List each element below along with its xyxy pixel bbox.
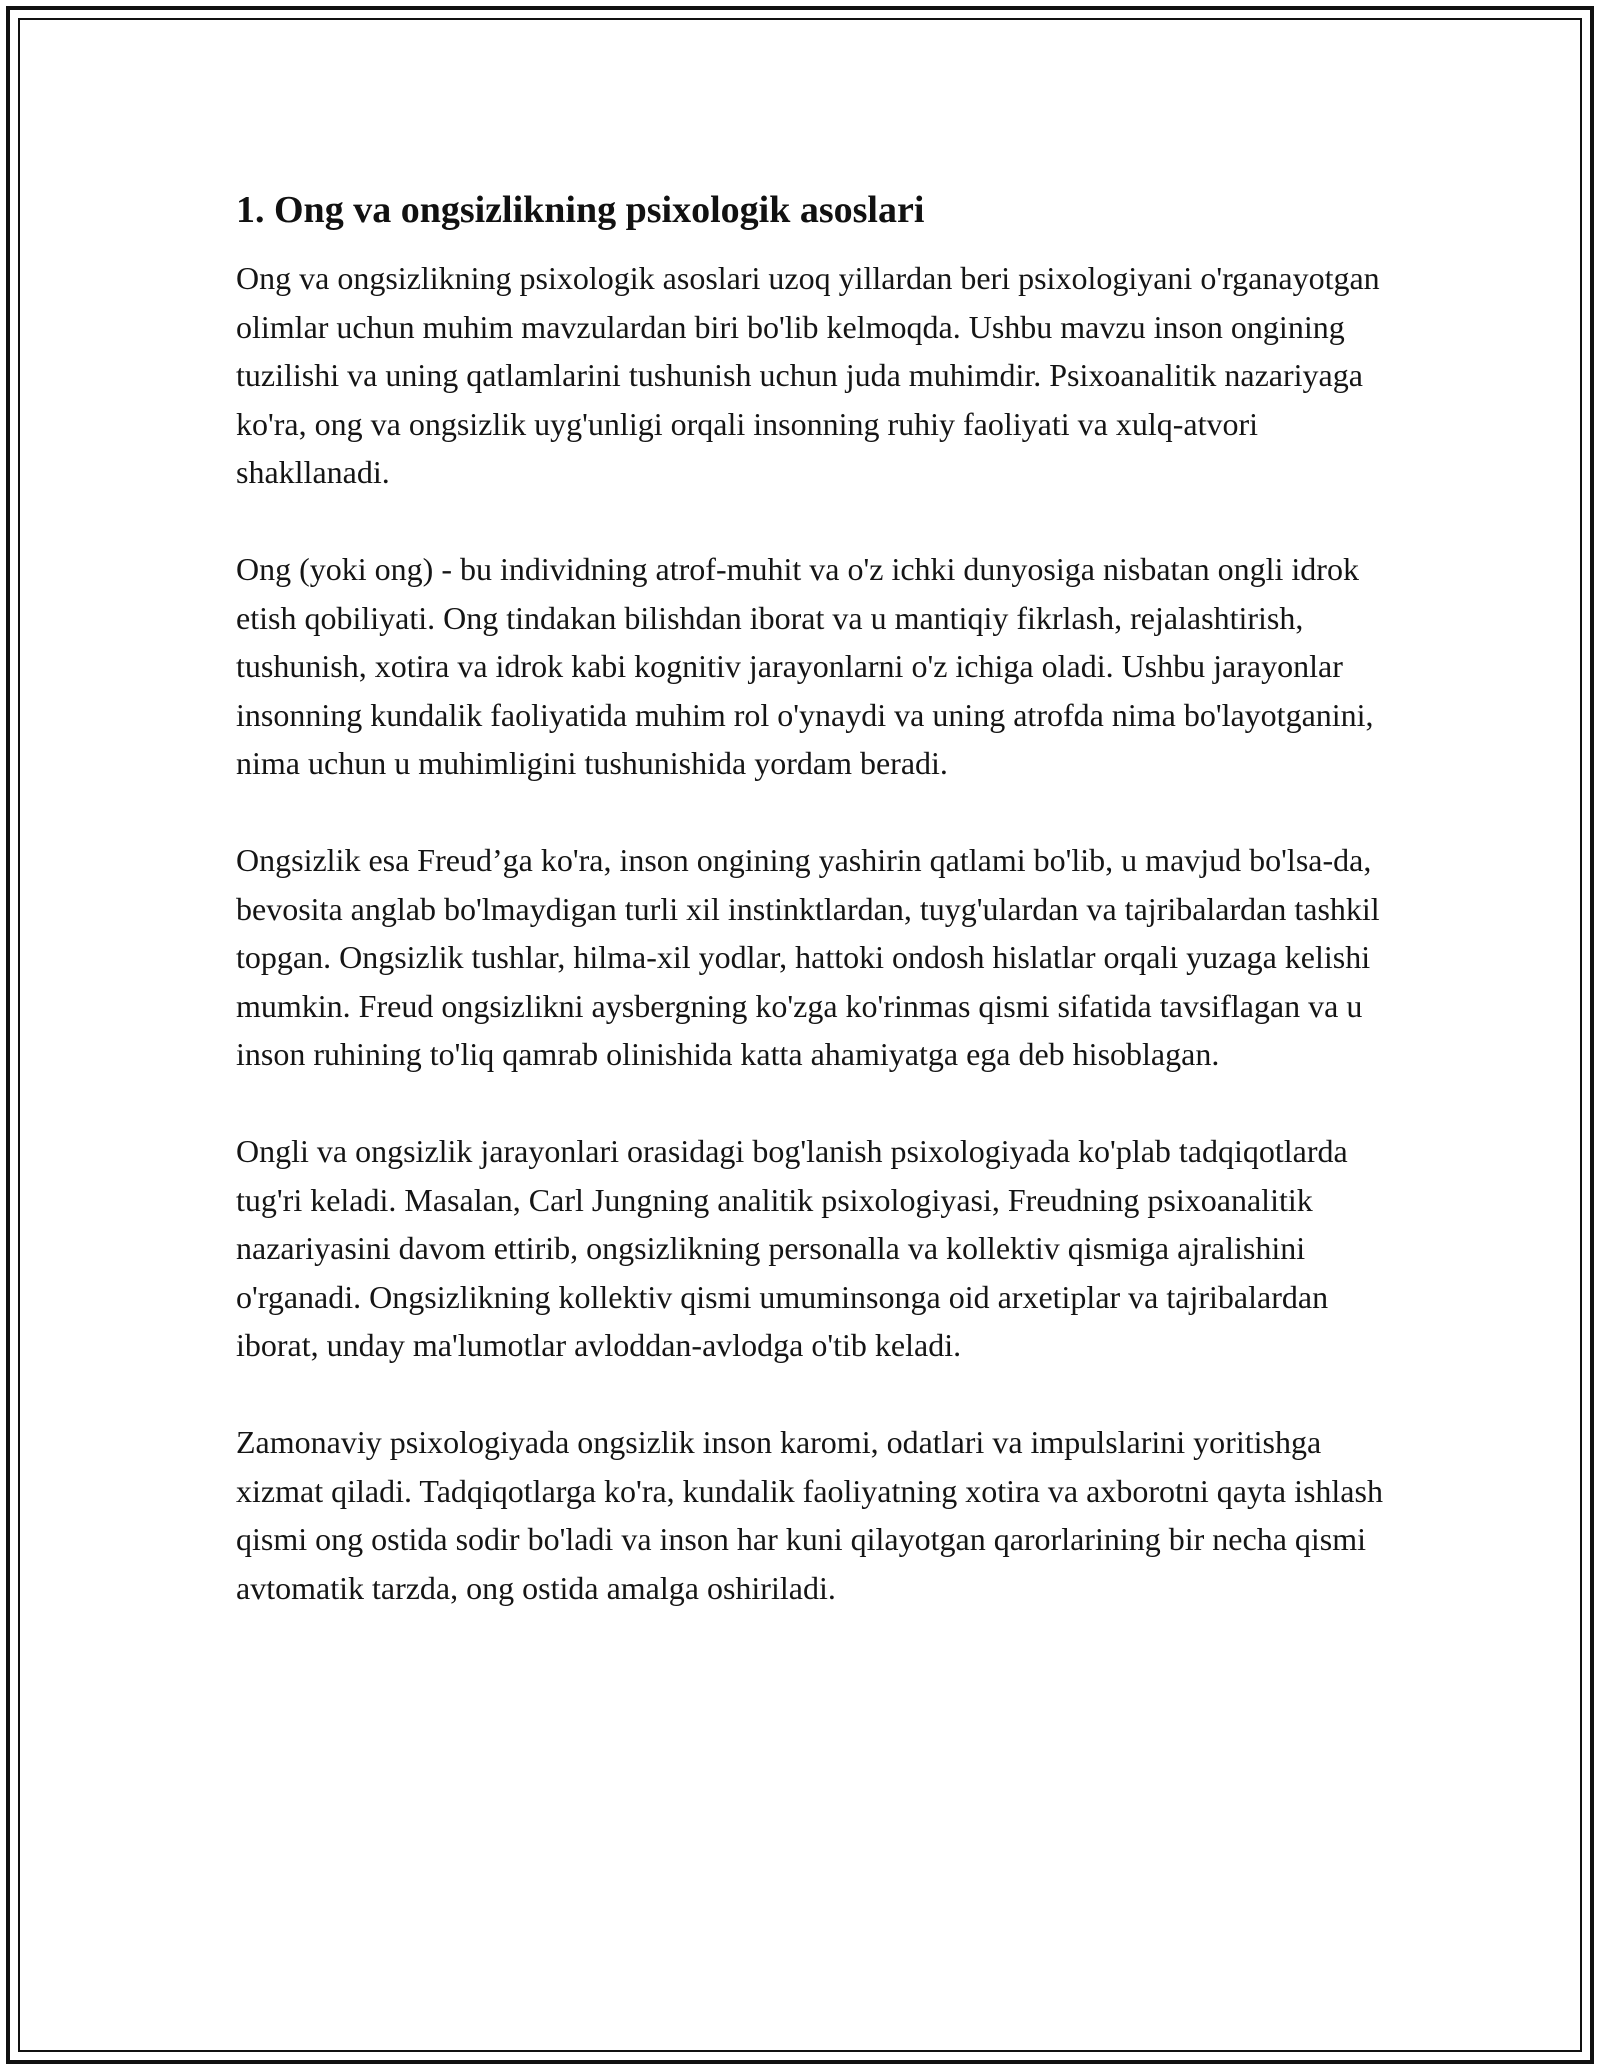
paragraph-4: Ongli va ongsizlik jarayonlari orasidagi bog'lanish psixologiyada ko'plab tadqiqotlarda tug'ri keladi. Masalan, Carl Jungning analitik psixologiyasi, Freudning psixoanalitik nazariyasini davom ettirib, ongsizlikning personalla va kollektiv qismiga ajralishini o'rganadi. Ongsizlikning kollektiv qismi umuminsonga oid arxetiplar va tajribalardan iborat, unday ma'lumotlar avloddan-avlodga o'tib keladi. xyxy=(236,1133,1348,1363)
paragraph-5: Zamonaviy psixologiyada ongsizlik inson karomi, odatlari va impulslarini yoritishga xizmat qiladi. Tadqiqotlarga ko'ra, kundalik faoliyatning xotira va axborotni qayta ishlash qismi ong ostida sodir bo'ladi va inson har kuni qilayotgan qarorlarining bir necha qismi avtomatik tarzda, ong ostida amalga oshiriladi. xyxy=(236,1424,1383,1606)
paragraph-2: Ong (yoki ong) - bu individning atrof-muhit va o'z ichki dunyosiga nisbatan ongli idrok etish qobiliyati. Ong tindakan bilishdan iborat va u mantiqiy fikrlash, rejalashtirish, tushunish, xotira va idrok kabi kognitiv jarayonlarni o'z ichiga oladi. Ushbu jarayonlar insonning kundalik faoliyatida muhim rol o'ynaydi va uning atrofda nima bo'layotganini, nima uchun u muhimligini tushunishida yordam beradi. xyxy=(236,551,1374,781)
paragraph-3: Ongsizlik esa Freud’ga ko'ra, inson ongining yashirin qatlami bo'lib, u mavjud bo'lsa-da, bevosita anglab bo'lmaydigan turli xil instinktlardan, tuyg'ulardan va tajribalardan tashkil topgan. Ongsizlik tushlar, hilma-xil yodlar, hattoki ondosh hislatlar orqali yuzaga kelishi mumkin. Freud ongsizlikni aysbergning ko'zga ko'rinmas qismi sifatida tavsiflagan va u inson ruhining to'liq qamrab olinishida katta ahamiyatga ega deb hisoblagan. xyxy=(236,842,1380,1072)
document-body xyxy=(236,186,1384,1612)
paragraph-1: Ong va ongsizlikning psixologik asoslari uzoq yillardan beri psixologiyani o'rganayotgan olimlar uchun muhim mavzulardan biri bo'lib kelmoqda. Ushbu mavzu inson ongining tuzilishi va uning qatlamlarini tushunish uchun juda muhimdir. Psixoanalitik nazariyaga ko'ra, ong va ongsizlik uyg'unligi orqali insonning ruhiy faoliyati va xulq-atvori shakllanadi. xyxy=(236,260,1380,490)
section-heading: 1. Ong va ongsizlikning psixologik asoslari xyxy=(236,189,925,231)
